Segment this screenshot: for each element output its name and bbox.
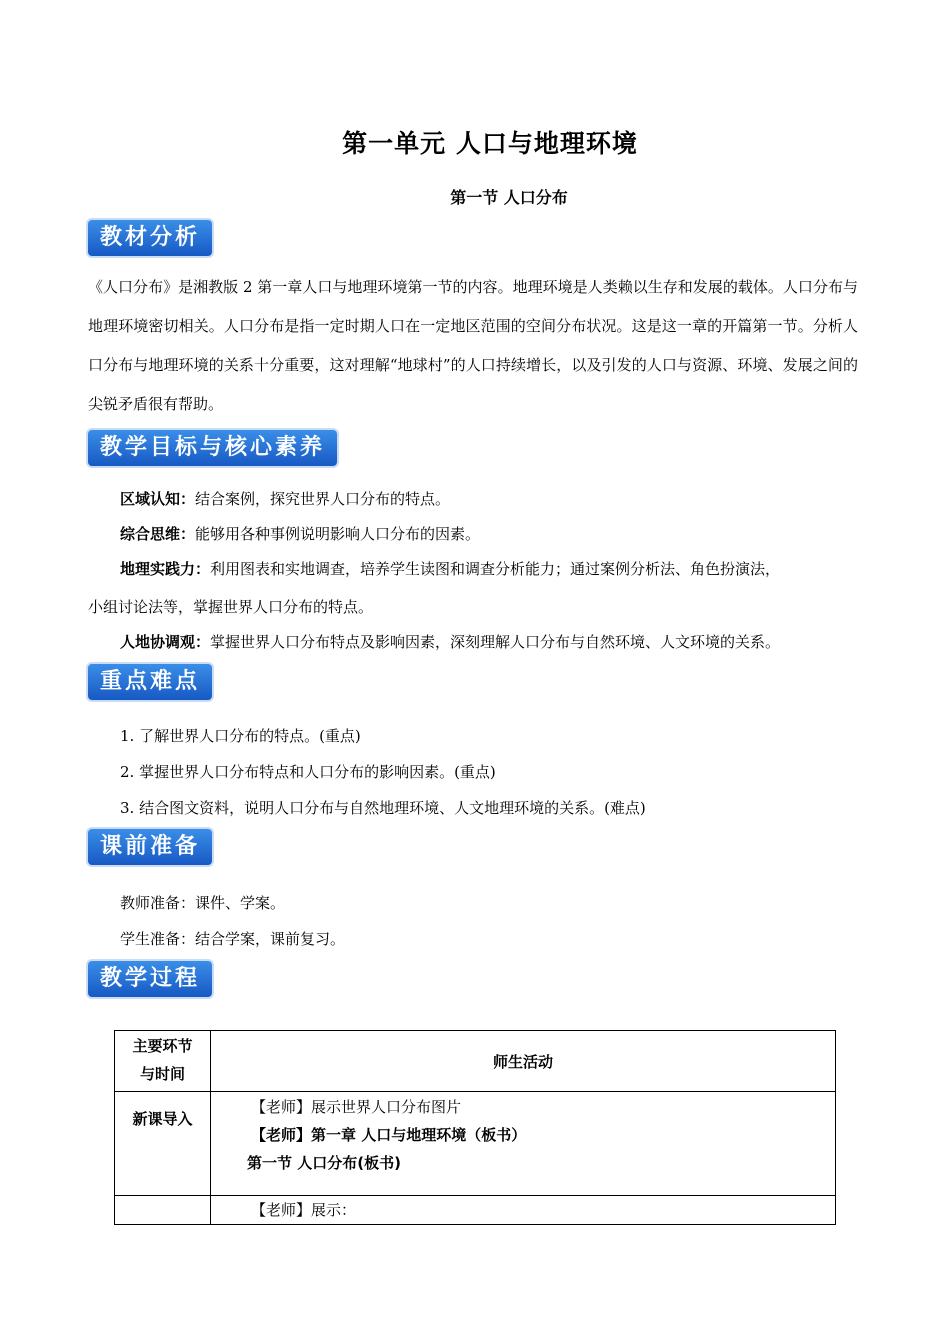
goal-text: 掌握世界人口分布特点及影响因素，深刻理解人口分布与自然环境、人文环境的关系。 — [210, 633, 781, 651]
prep-item: 教师准备：课件、学案。 — [120, 894, 286, 912]
activity-line: 第一节 人口分布(板书) — [247, 1154, 401, 1172]
header-cell-stage — [115, 1031, 211, 1092]
analysis-paragraph: 《人口分布》是湘教版 2 第一章人口与地理环境第一节的内容。地理环境是人类赖以生存和发展的载体。人口分布与地理环境密切相关。人口分布是指一定时期人口在一定地区范围的空间分布状况。这是这一章的开篇第一节。分析人口分布与地理环境的关系十分重要，这对理解“地球村”的人口持续增长，以及引发的人口与资源、环境、发展之间的尖锐矛盾很有帮助。 — [88, 278, 858, 413]
heading-badge-analysis: 教材分析 — [88, 220, 212, 256]
heading-badge-goals: 教学目标与核心素养 — [88, 430, 337, 466]
table-row — [115, 1092, 836, 1196]
goal-item — [120, 631, 780, 652]
activity-cell — [211, 1196, 836, 1225]
heading-badge-prep: 课前准备 — [88, 829, 212, 865]
activity-line: 【老师】第一章 人口与地理环境（板书） — [251, 1126, 527, 1144]
goal-continuation: 小组讨论法等，掌握世界人口分布的特点。 — [88, 598, 374, 616]
goal-item — [120, 488, 450, 509]
stage-cell: 新课导入 — [115, 1092, 211, 1196]
keypoint-item: 2. 掌握世界人口分布特点和人口分布的影响因素。(重点) — [120, 763, 496, 781]
prep-item: 学生准备：结合学案，课前复习。 — [120, 930, 346, 948]
goal-item — [120, 523, 480, 544]
goal-text: 能够用各种事例说明影响人口分布的因素。 — [195, 525, 481, 543]
page-title: 第一单元 人口与地理环境 — [342, 129, 638, 158]
header-stage-line2: 与时间 — [139, 1065, 185, 1083]
goal-label: 人地协调观： — [120, 633, 211, 651]
heading-badge-keypoints: 重点难点 — [88, 664, 212, 700]
section-subtitle: 第一节 人口分布 — [450, 188, 568, 207]
goal-text: 利用图表和实地调查，培养学生读图和调查分析能力；通过案例分析法、角色扮演法， — [210, 560, 781, 578]
heading-badge-process: 教学过程 — [88, 961, 212, 997]
table-row — [115, 1196, 836, 1225]
keypoint-item: 3. 结合图文资料，说明人口分布与自然地理环境、人文地理环境的关系。(难点) — [120, 799, 646, 817]
goal-item — [120, 558, 780, 579]
header-stage-line1: 主要环节 — [132, 1037, 193, 1055]
activity-line: 【老师】展示： — [251, 1201, 357, 1219]
activity-line: 【老师】展示世界人口分布图片 — [251, 1098, 462, 1116]
goal-label: 综合思维： — [120, 525, 196, 543]
header-cell-activity: 师生活动 — [211, 1031, 836, 1092]
table-header-row — [115, 1031, 836, 1092]
keypoint-item: 1. 了解世界人口分布的特点。(重点) — [120, 727, 361, 745]
goal-text: 结合案例，探究世界人口分布的特点。 — [195, 490, 451, 508]
teaching-process-table — [114, 1030, 836, 1225]
activity-cell — [211, 1092, 836, 1196]
goal-label: 区域认知： — [120, 490, 196, 508]
goal-label: 地理实践力： — [120, 560, 211, 578]
stage-cell — [115, 1196, 211, 1225]
